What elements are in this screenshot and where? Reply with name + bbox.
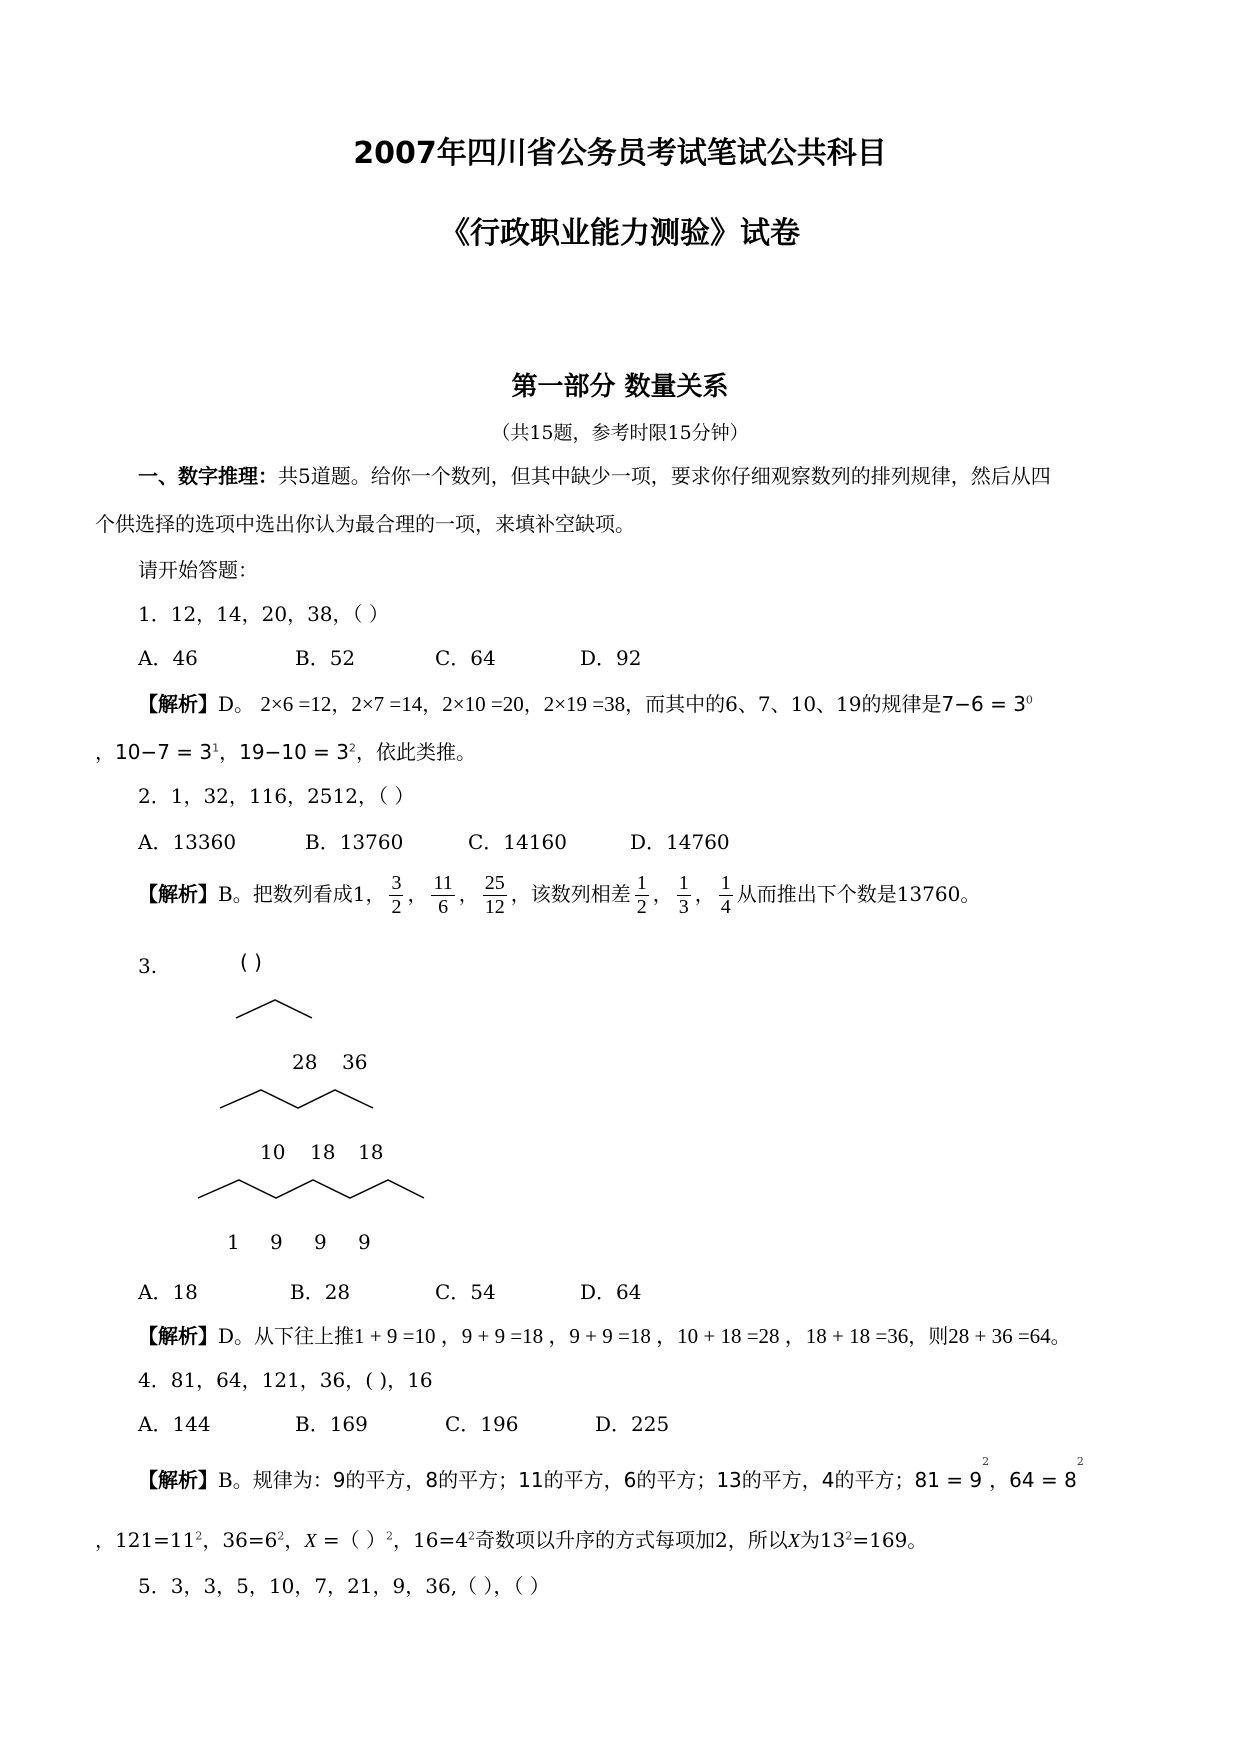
q3-text-a: 从下往上推 [254, 1324, 355, 1348]
intro-label: 一、数字推理： [138, 464, 278, 488]
q4-line-1b: ，64 = 8 [989, 1468, 1077, 1492]
q4-sup-5: 2 [386, 1529, 394, 1543]
q2-diff-2: $\frac{1}{3}$ [678, 872, 689, 918]
q2-option-b: B．13760 [305, 830, 404, 854]
q4-l2b: ，36=6 [202, 1528, 278, 1552]
q2-tail: 。 [960, 882, 981, 906]
q3-eqs: 1 + 9 =10 ，9 + 9 =18 ，9 + 9 =18 ，10 + 18 =28 ，18 + 18 =36 [354, 1324, 909, 1348]
q4-sup-4: 2 [277, 1529, 285, 1543]
q3-answer: D。 [218, 1324, 255, 1348]
q4-analysis-line-1 [138, 1455, 1084, 1493]
q3-top-blank: ( ) [240, 950, 262, 974]
q4-l2h: =169。 [852, 1528, 928, 1552]
q4-option-d: D．225 [595, 1412, 670, 1436]
q4-x-1: X [304, 1530, 317, 1552]
q1-eq-3: 2×10 =20 [442, 692, 524, 716]
q3-line-row-2 [220, 1090, 373, 1108]
q2-frac-2: $\frac{11}{6}$ [433, 872, 453, 918]
q1-analysis-label: 【解析】 [138, 692, 218, 716]
q2-diff-1: $\frac{1}{2}$ [636, 872, 647, 918]
q2-frac-3: $\frac{25}{12}$ [484, 872, 505, 918]
q1-stem: 1．12，14，20，38，（ ） [138, 602, 389, 626]
q2-result: 13760 [896, 882, 961, 906]
q3-row4-0: 1 [227, 1230, 240, 1254]
q1-r3: ，19−10 = 3 [219, 740, 349, 764]
q1-r2-exp: 1 [212, 741, 220, 755]
q4-x-2: X [787, 1530, 800, 1552]
q3-analysis-label: 【解析】 [138, 1324, 218, 1348]
q1-r1-exp: 0 [1025, 693, 1033, 707]
q1-option-d: D．92 [580, 646, 642, 670]
q1-option-c: C．64 [435, 646, 496, 670]
q1-option-b: B．52 [295, 646, 356, 670]
q1-eq-4: 2×19 =38 [543, 692, 626, 716]
q1-r3-exp: 2 [349, 741, 356, 755]
q4-l2d: =（ ） [316, 1528, 387, 1552]
q2-text-c: 从而推出下个数是 [736, 882, 897, 906]
intro-start: 请开始答题： [138, 558, 258, 582]
q4-l2e: ，16=4 [393, 1528, 468, 1552]
q4-answer: B。 [218, 1468, 253, 1492]
q1-text-a: ，而其中的 [625, 692, 726, 716]
q4-sup-7: 2 [845, 1529, 853, 1543]
q2-first: 1 [352, 882, 366, 906]
q4-line-1: 规律为：9的平方，8的平方；11的平方，6的平方；13的平方，4的平方；81 = 9 [252, 1468, 983, 1492]
q1-r2: ，10−7 = 3 [95, 740, 213, 764]
q3-row3-1: 18 [310, 1140, 336, 1164]
q2-option-a: A．13360 [138, 830, 237, 854]
q3-option-d: D．64 [580, 1280, 642, 1304]
q2-text-a: 把数列看成 [252, 882, 353, 906]
intro-text-1: 共5道题。给你一个数列，但其中缺少一项，要求你仔细观察数列的排列规律，然后从四 [278, 464, 1051, 488]
q1-eq-1: 2×6 =12 [260, 692, 332, 716]
q3-option-b: B．28 [290, 1280, 351, 1304]
q4-sup-1: 2 [982, 1455, 990, 1469]
q4-sup-3: 2 [195, 1529, 203, 1543]
q3-text-b: ，则 [908, 1324, 949, 1348]
q3-option-c: C．54 [435, 1280, 496, 1304]
q2-option-d: D．14760 [630, 830, 730, 854]
q2-analysis: 【解析】B。把数列看成1， $\frac{3}{2}$ ， $\frac{11}{6}$ ， $\frac{25}{12}$ ，该数列相差 $\frac{1}{2}$ ， $\frac{1}{3}$ ， $\frac{1}{4}$ 从而推出下个数是13760。 [138, 872, 981, 918]
q4-analysis-line-2 [95, 1524, 927, 1553]
q3-row3-0: 10 [260, 1140, 286, 1164]
q4-analysis-label: 【解析】 [138, 1468, 218, 1492]
q4-l2a: ，121=11 [95, 1528, 196, 1552]
q3-tail: 。 [1050, 1324, 1071, 1348]
q4-stem: 4．81，64，121，36，( )，16 [138, 1368, 433, 1392]
q1-answer: D。 [218, 692, 255, 716]
q2-stem: 2．1，32，116，2512，（ ） [138, 784, 415, 808]
q4-l2f: 奇数项以升序的方式每项加2，所以 [474, 1528, 788, 1552]
q2-frac-1: $\frac{3}{2}$ [391, 872, 402, 918]
q1-r1: 7−6 = 3 [941, 692, 1026, 716]
q1-nums: 6、7、10、19 [725, 692, 862, 716]
q4-option-b: B．169 [295, 1412, 368, 1436]
part-subtitle: （共15题，参考时限15分钟） [491, 422, 749, 444]
q2-diff-3: $\frac{1}{4}$ [720, 872, 731, 918]
q1-text-b: 的规律是 [861, 692, 942, 716]
q2-text-b: ，该数列相差 [510, 882, 631, 906]
q3-line-row-1 [236, 1000, 312, 1018]
intro-line-2: 个供选择的选项中选出你认为最合理的一项，来填补空缺项。 [95, 512, 635, 536]
q3-number: 3. [138, 954, 158, 978]
q1-analysis-line-1: 【解析】D。 2×6 =12，2×7 =14，2×10 =20，2×19 =38，而其中的6、7、10、19的规律是$7-6 = 3^0$ [138, 692, 1033, 716]
q3-final: 28 + 36 =64 [948, 1324, 1051, 1348]
q4-l2c: ， [284, 1528, 305, 1552]
q3-row2-0: 28 [292, 1050, 318, 1074]
q3-row4-1: 9 [270, 1230, 283, 1254]
q4-sup-2: 2 [1076, 1455, 1084, 1469]
q3-row3-2: 18 [358, 1140, 384, 1164]
title-line-2: 《行政职业能力测验》试卷 [440, 216, 800, 251]
q4-sup-6: 2 [467, 1529, 475, 1543]
q3-row4-3: 9 [358, 1230, 371, 1254]
q3-analysis [138, 1320, 1071, 1350]
q2-option-c: C．14160 [468, 830, 567, 854]
q4-l2g: 为13 [799, 1528, 846, 1552]
q3-line-row-3 [198, 1180, 424, 1198]
title-line-1: 2007年四川省公务员考试笔试公共科目 [353, 136, 887, 171]
q1-option-a: A．46 [138, 646, 198, 670]
q1-eq-2: 2×7 =14 [351, 692, 423, 716]
q3-option-a: A．18 [138, 1280, 198, 1304]
q2-answer: B。 [218, 882, 253, 906]
q4-option-c: C．196 [445, 1412, 519, 1436]
q2-analysis-label: 【解析】 [138, 882, 218, 906]
q3-row2-1: 36 [342, 1050, 368, 1074]
q3-row4-2: 9 [314, 1230, 327, 1254]
part-title: 第一部分 数量关系 [511, 372, 729, 402]
q4-option-a: A．144 [138, 1412, 211, 1436]
q5-stem: 5．3，3，5，10，7，21，9，36,（ ），（ ） [138, 1574, 550, 1598]
q1-tail: ，依此类推。 [356, 740, 476, 764]
